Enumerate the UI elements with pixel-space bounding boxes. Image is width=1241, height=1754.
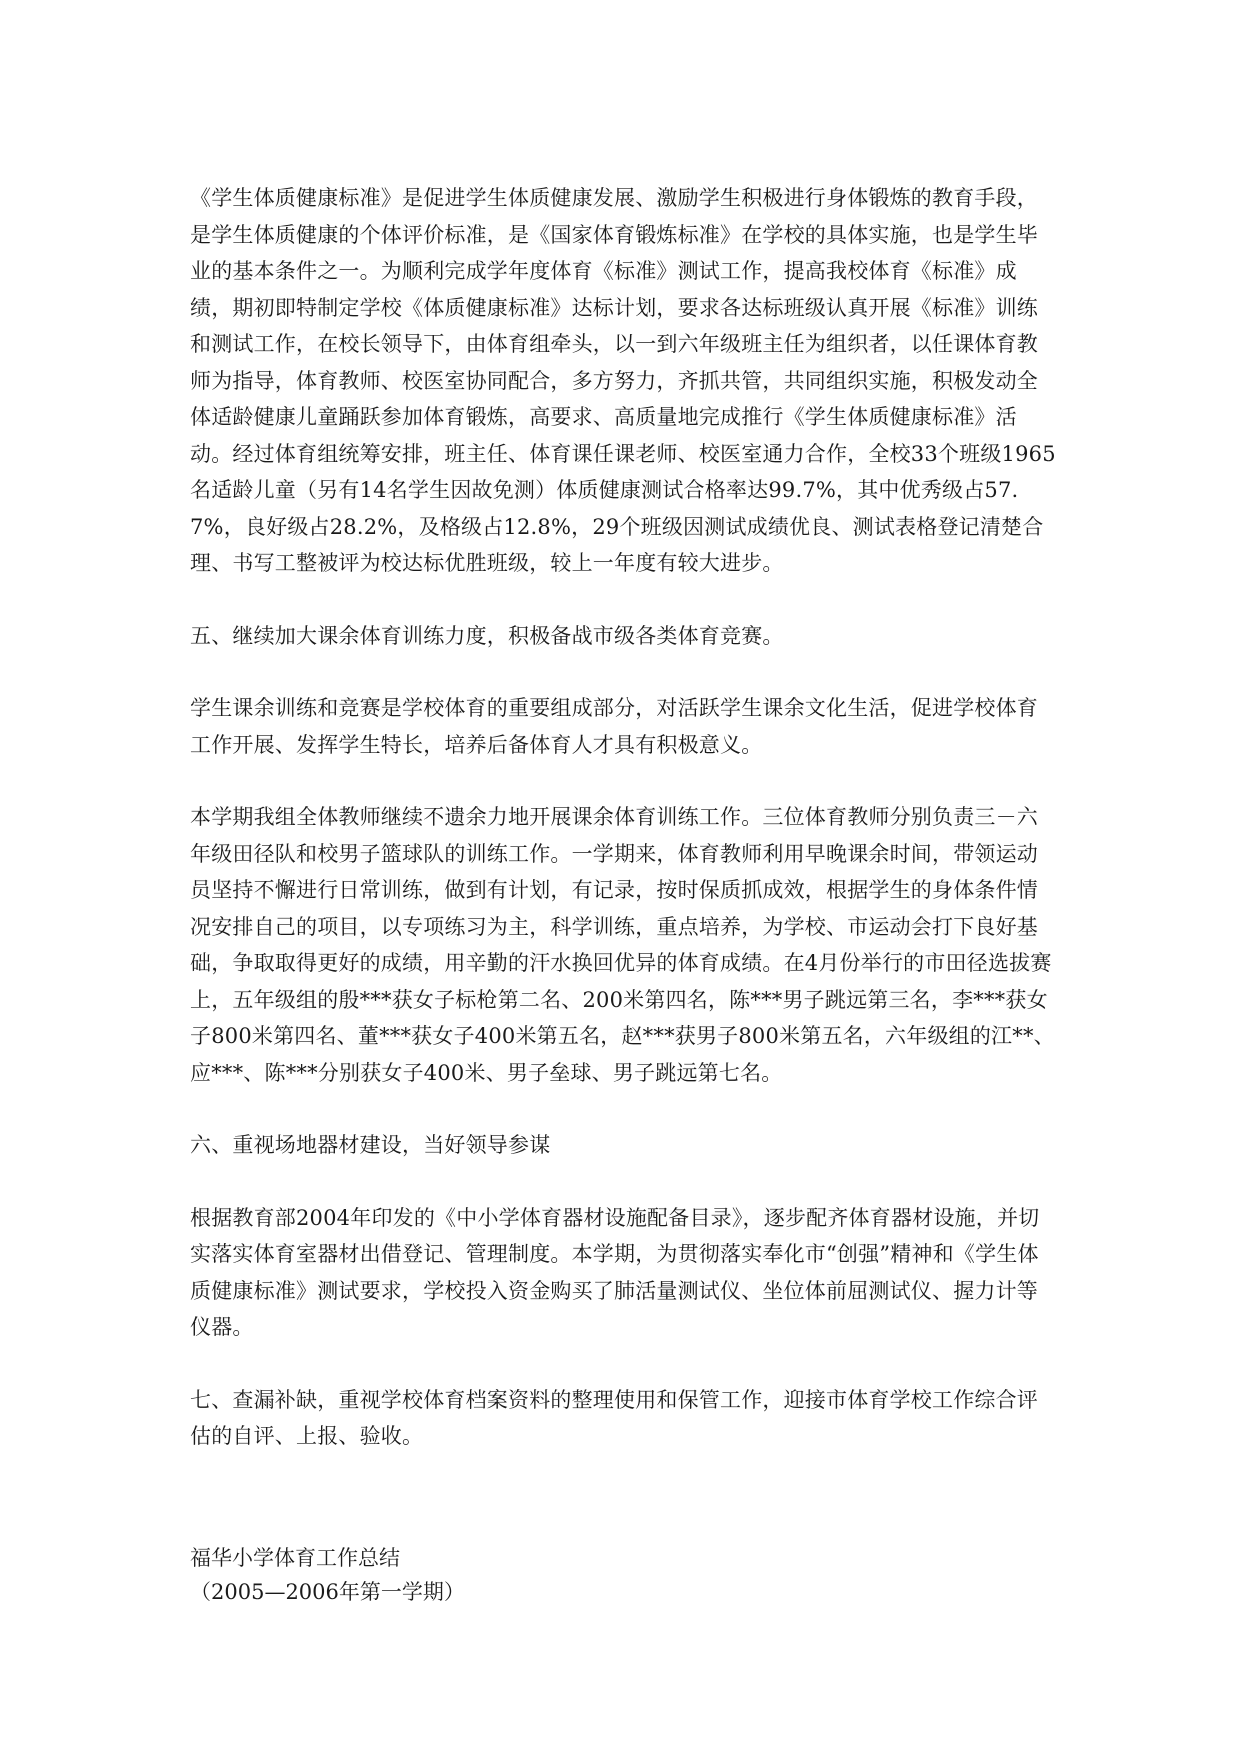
paragraph-extracurricular-intro: 学生课余训练和竞赛是学校体育的重要组成部分，对活跃学生课余文化生活，促进学校体育工作开展、发挥学生特长，培养后备体育人才具有积极意义。 [190, 696, 1038, 757]
signature-title: 福华小学体育工作总结 [190, 1546, 400, 1570]
paragraph-training-results: 本学期我组全体教师继续不遗余力地开展课余体育训练工作。三位体育教师分别负责三－六年级田径队和校男子篮球队的训练工作。一学期来，体育教师利用早晚课余时间，带领运动员坚持不懈进行日常训练，做到有计划，有记录，按时保质抓成效，根据学生的身体条件情况安排自己的项目，以专项练习为主，科学训练，重点培养，为学校、市运动会打下良好基础，争取取得更好的成绩，用辛勤的汗水换回优异的体育成绩。在4月份举行的市田径选拔赛上，五年级组的殷***获女子标枪第二名、200米第四名，陈***男子跳远第三名，李***获女子800米第四名、董***获女子400米第五名，赵***获男子800米第五名，六年级组的江**、应***、陈***分别获女子400米、男子垒球、男子跳远第七名。 [190, 805, 1055, 1085]
paragraph-fitness-standard: 《学生体质健康标准》是促进学生体质健康发展、激励学生积极进行身体锻炼的教育手段，是学生体质健康的个体评价标准，是《国家体育锻炼标准》在学校的具体实施，也是学生毕业的基本条件之一。为顺利完成学年度体育《标准》测试工作，提高我校体育《标准》成绩，期初即特制定学校《体质健康标准》达标计划，要求各达标班级认真开展《标准》训练和测试工作，在校长领导下，由体育组牵头，以一到六年级班主任为组织者，以任课体育教师为指导，体育教师、校医室协同配合，多方努力，齐抓共管，共同组织实施，积极发动全体适龄健康儿童踊跃参加体育锻炼，高要求、高质量地完成推行《学生体质健康标准》活动。经过体育组统筹安排，班主任、体育课任课老师、校医室通力合作，全校33个班级1965名适龄儿童（另有14名学生因故免测）体质健康测试合格率达99.7%，其中优秀级占57.7%，良好级占28.2%，及格级占12.8%，29个班级因测试成绩优良、测试表格登记清楚合理、书写工整被评为校达标优胜班级，较上一年度有较大进步。 [190, 186, 1056, 575]
document-body [190, 180, 1056, 1455]
paragraph-equipment: 根据教育部2004年印发的《中小学体育器材设施配备目录》，逐步配齐体育器材设施，并切实落实体育室器材出借登记、管理制度。本学期，为贯彻落实奉化市“创强”精神和《学生体质健康标准》测试要求，学校投入资金购买了肺活量测试仪、坐位体前屈测试仪、握力计等仪器。 [190, 1205, 1040, 1339]
section-heading-six: 六、重视场地器材建设，当好领导参谋 [190, 1133, 551, 1157]
document-signature [190, 1541, 690, 1609]
section-heading-five: 五、继续加大课余体育训练力度，积极备战市级各类体育竞赛。 [190, 623, 784, 648]
section-heading-seven: 七、查漏补缺，重视学校体育档案资料的整理使用和保管工作，迎接市体育学校工作综合评估的自评、上报、验收。 [190, 1387, 1038, 1448]
signature-period: （2005—2006年第一学期） [190, 1580, 465, 1604]
